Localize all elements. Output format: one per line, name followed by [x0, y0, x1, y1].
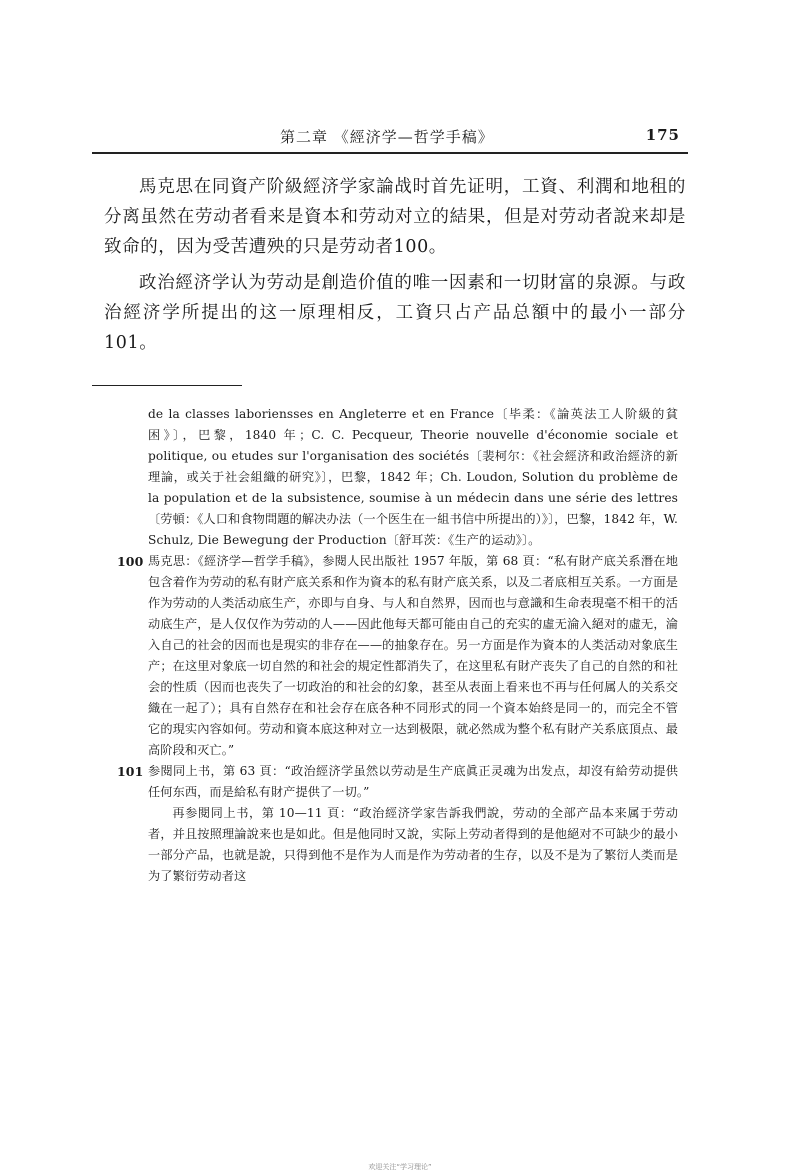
footer-watermark: 欢迎关注“学习理论” — [368, 1163, 432, 1171]
footnote-rule — [92, 385, 242, 386]
footnote-100 — [117, 551, 678, 761]
chapter-title: 第二章 《經济学—哲学手稿》 — [280, 128, 494, 146]
footnote-101 — [117, 761, 678, 887]
footnote-number: 100 — [117, 554, 144, 569]
running-head — [92, 126, 688, 150]
footnote-continued: de la classes laboriensses en Angleterre et en France〔毕柔：《論英法工人阶級的貧困》〕，巴黎，1840 年；C. C. Pecqueur, Theorie nouvelle d'économie sociale et politique, ou etudes sur l'organisation des sociétés〔裴柯尔：《社会經济和政治經济的新理論，或关于社会組織的研究》〕，巴黎，1842 年；Ch. Loudon, Solution du problème de la population et de la subsistence, soumise à un médecin dans une série des lettres〔劳頓：《人口和食物問題的解决办法（一个医生在一組书信中所提出的）》〕，巴黎，1842 年，W. Schulz, Die Bewegung der Production〔舒耳茨：《生产的运动》〕。 — [148, 407, 678, 547]
footnote-text: 馬克思：《經济学—哲学手稿》，参閱人民出版社 1957 年版，第 68 頁：“私有財产底关系潛在地包含着作为劳动的私有財产底关系和作为資本的私有財产底关系，以及二者底相互关系。一方面是作为劳动的人类活动底生产，亦即与自身、与人和自然界，因而也与意識和生命表現毫不相干的活动底生产，是人仅仅作为劳动的人——因此他每天都可能由自己的充实的虛无淪入絕对的虛无，淪入自己的社会的因而也是現实的非存在——的抽象存在。另一方面是作为資本的人类活动对象底生产；在这里对象底一切自然的和社会的規定性都消失了，在这里私有財产丧失了自己的自然的和社会的性质（因而也丧失了一切政治的和社会的幻象，甚至从表面上看来也不再与任何属人的关系交織在一起了）；具有自然存在和社会存在底各种不同形式的同一个資本始終是同一的，而完全不管它的現实內容如何。劳动和資本底这种对立一达到极限，就必然成为整个私有財产关系底頂点、最高阶段和灭亡。” — [148, 554, 678, 757]
header-rule — [92, 152, 688, 154]
footnote-number: 101 — [117, 764, 144, 779]
page-number: 175 — [645, 126, 680, 144]
body-paragraph: 馬克思在同資产阶級經济学家論战时首先证明，工資、利潤和地租的分离虽然在劳动者看来是資本和劳动对立的結果，但是对劳动者說来却是致命的，因为受苦遭殃的只是劳动者100。 — [104, 177, 686, 257]
main-text — [104, 172, 686, 364]
body-paragraph: 政治經济学认为劳动是創造价值的唯一因素和一切財富的泉源。与政治經济学所提出的这一原理相反，工資只占产品总額中的最小一部分101。 — [104, 273, 686, 353]
footnotes — [117, 404, 678, 887]
footnote-text: 参閱同上书，第 63 頁：“政治經济学虽然以劳动是生产底眞正灵魂为出发点，却沒有給劳动提供任何东西，而是給私有財产提供了一切。” — [148, 764, 678, 799]
footnote-text: 再参閱同上书，第 10—11 頁：“政治經济学家告訴我們說，劳动的全部产品本来属于劳动者，并且按照理論說来也是如此。但是他同时又說，实际上劳动者得到的是他絕对不可缺少的最小一部分产品，也就是說，只得到他不是作为人而是作为劳动者的生存，以及不是为了繁衍人类而是为了繁衍劳动者这 — [148, 806, 678, 883]
